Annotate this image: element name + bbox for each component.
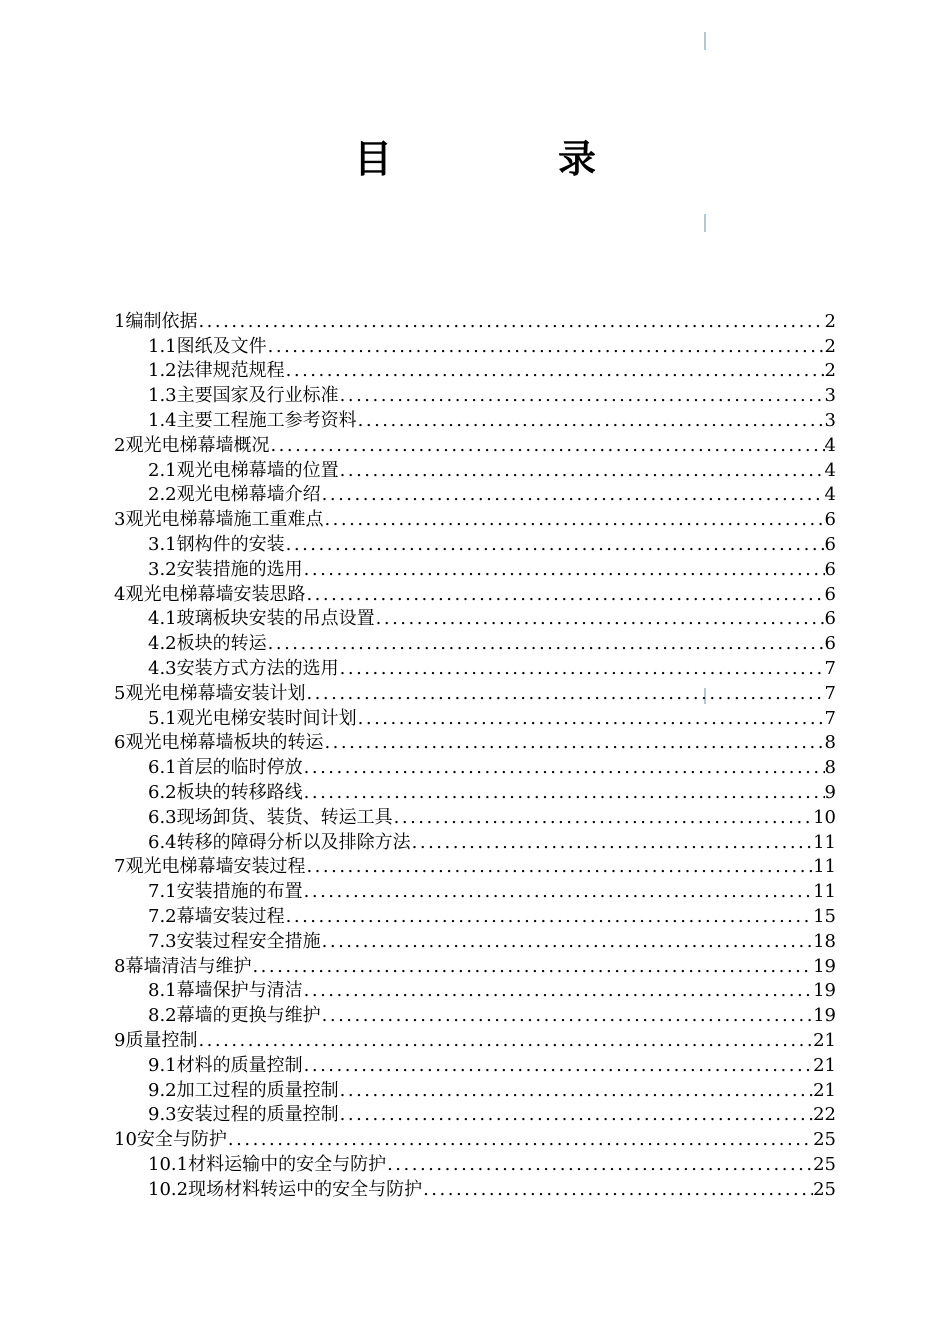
toc-entry[interactable] [114,754,836,779]
toc-entry-label: 1.4主要工程施工参考资料 [148,409,357,431]
toc-dot-leader [305,683,824,705]
toc-entry-page-number: 3 [824,409,836,431]
toc-entry-page-number: 22 [813,1104,836,1126]
toc-entry-page-number: 6 [824,558,836,580]
toc-entry-page-number: 11 [813,881,836,903]
toc-dot-leader [339,460,825,482]
toc-entry[interactable] [114,407,836,432]
toc-entry-page-number: 15 [813,905,836,927]
toc-entry-page-number: 10 [813,806,836,828]
toc-entry-page-number: 11 [813,831,836,853]
toc-entry[interactable] [114,382,836,407]
toc-dot-leader [386,1154,813,1176]
toc-entry-label: 4.1玻璃板块安装的吊点设置 [148,608,375,630]
toc-entry[interactable] [114,358,836,383]
toc-entry[interactable] [114,705,836,730]
toc-entry-label: 6.1首层的临时停放 [148,757,303,779]
toc-entry-label: 10.1材料运输中的安全与防护 [148,1153,387,1175]
toc-entry-label: 6观光电梯幕墙板块的转运 [114,732,324,754]
toc-dot-leader [321,931,813,953]
toc-dot-leader [251,956,813,978]
toc-entry[interactable] [114,953,836,978]
toc-entry[interactable] [114,655,836,680]
toc-entry[interactable] [114,1052,836,1077]
toc-dot-leader [303,980,813,1002]
toc-entry-label: 6.3现场卸货、装货、转运工具 [148,806,393,828]
toc-entry[interactable] [114,482,836,507]
toc-entry-label: 1.1图纸及文件 [148,335,267,357]
toc-entry-label: 7.1安装措施的布置 [148,881,303,903]
table-of-contents [114,308,836,1201]
toc-dot-leader [303,757,825,779]
toc-entry[interactable] [114,556,836,581]
toc-entry[interactable] [114,457,836,482]
toc-dot-leader [303,1055,813,1077]
toc-dot-leader [357,708,825,730]
toc-entry[interactable] [114,1077,836,1102]
toc-entry-label: 3.1钢构件的安装 [148,533,285,555]
toc-entry-label: 6.4转移的障碍分析以及排除方法 [148,831,411,853]
toc-entry-page-number: 18 [813,930,836,952]
toc-dot-leader [422,1179,813,1201]
toc-entry[interactable] [114,928,836,953]
toc-entry[interactable] [114,432,836,457]
toc-dot-leader [321,1005,813,1027]
toc-entry-page-number: 6 [824,633,836,655]
toc-entry-label: 9.1材料的质量控制 [148,1054,303,1076]
toc-dot-leader [321,484,825,506]
toc-entry-page-number: 19 [813,1005,836,1027]
toc-entry[interactable] [114,1027,836,1052]
toc-entry-page-number: 6 [824,509,836,531]
toc-entry-page-number: 6 [824,608,836,630]
toc-entry-label: 9.3安装过程的质量控制 [148,1104,339,1126]
toc-entry[interactable] [114,1151,836,1176]
toc-entry-page-number: 21 [813,1054,836,1076]
toc-entry-label: 9.2加工过程的质量控制 [148,1079,339,1101]
toc-entry-label: 4观光电梯幕墙安装思路 [114,583,306,605]
toc-entry[interactable] [114,606,836,631]
toc-entry-page-number: 7 [824,707,836,729]
toc-entry-page-number: 7 [824,682,836,704]
toc-entry-label: 6.2板块的转移路线 [148,781,303,803]
toc-entry-label: 1.3主要国家及行业标准 [148,385,339,407]
toc-entry-page-number: 8 [824,757,836,779]
toc-entry[interactable] [114,1126,836,1151]
toc-entry-page-number: 9 [824,781,836,803]
toc-dot-leader [323,509,824,531]
toc-entry-page-number: 4 [824,459,836,481]
toc-entry[interactable] [114,333,836,358]
toc-dot-leader [285,906,813,928]
toc-entry[interactable] [114,730,836,755]
toc-dot-leader [357,410,825,432]
toc-entry-label: 9质量控制 [114,1029,198,1051]
toc-entry-label: 8.1幕墙保护与清洁 [148,980,303,1002]
toc-entry-label: 10.2现场材料转运中的安全与防护 [148,1178,423,1200]
toc-entry-label: 2观光电梯幕墙概况 [114,434,270,456]
toc-entry[interactable] [114,829,836,854]
toc-dot-leader [305,584,824,606]
toc-entry[interactable] [114,779,836,804]
toc-entry[interactable] [114,854,836,879]
toc-entry-page-number: 21 [813,1029,836,1051]
toc-entry[interactable] [114,1176,836,1201]
toc-entry[interactable] [114,581,836,606]
toc-entry-page-number: 21 [813,1079,836,1101]
toc-entry-page-number: 19 [813,980,836,1002]
toc-entry[interactable] [114,630,836,655]
toc-entry[interactable] [114,531,836,556]
toc-entry-page-number: 6 [824,583,836,605]
toc-entry-label: 1编制依据 [114,310,198,332]
toc-entry[interactable] [114,903,836,928]
toc-entry-page-number: 25 [813,1129,836,1151]
toc-dot-leader [339,1080,813,1102]
toc-entry-page-number: 11 [813,856,836,878]
toc-dot-leader [285,360,825,382]
toc-dot-leader [267,336,825,358]
toc-dot-leader [267,633,825,655]
toc-entry[interactable] [114,1102,836,1127]
toc-entry-page-number: 2 [824,310,836,332]
toc-dot-leader [393,807,813,829]
toc-entry[interactable] [114,308,836,333]
toc-dot-leader [303,782,825,804]
toc-dot-leader [197,311,824,333]
toc-entry[interactable] [114,1002,836,1027]
page-title: 目 录 [353,136,660,181]
toc-entry[interactable] [114,804,836,829]
toc-dot-leader [285,534,825,556]
toc-dot-leader [227,1129,813,1151]
edit-mark-middle [704,214,706,232]
toc-dot-leader [303,881,813,903]
toc-entry-page-number: 19 [813,955,836,977]
toc-entry-page-number: 8 [824,732,836,754]
toc-entry[interactable] [114,978,836,1003]
toc-dot-leader [269,435,824,457]
toc-entry-label: 5.1观光电梯安装时间计划 [148,707,357,729]
toc-entry[interactable] [114,506,836,531]
toc-dot-leader [323,732,824,754]
toc-dot-leader [375,608,825,630]
toc-dot-leader [411,832,813,854]
toc-entry-label: 7.3安装过程安全措施 [148,930,321,952]
toc-dot-leader [339,658,825,680]
toc-dot-leader [305,856,813,878]
toc-entry-label: 1.2法律规范规程 [148,360,285,382]
toc-entry-page-number: 2 [824,335,836,357]
toc-entry-label: 2.1观光电梯幕墙的位置 [148,459,339,481]
toc-entry-label: 3观光电梯幕墙施工重难点 [114,509,324,531]
toc-entry-label: 3.2安装措施的选用 [148,558,303,580]
toc-dot-leader [339,1104,813,1126]
toc-entry-label: 4.3安装方式方法的选用 [148,657,339,679]
toc-entry-page-number: 4 [824,434,836,456]
toc-entry-label: 8.2幕墙的更换与维护 [148,1005,321,1027]
toc-entry-label: 4.2板块的转运 [148,633,267,655]
toc-entry-page-number: 6 [824,533,836,555]
toc-entry-label: 8幕墙清洁与维护 [114,955,252,977]
toc-dot-leader [197,1030,813,1052]
toc-entry-label: 5观光电梯幕墙安装计划 [114,682,306,704]
toc-entry-label: 2.2观光电梯幕墙介绍 [148,484,321,506]
toc-entry-page-number: 3 [824,385,836,407]
toc-dot-leader [339,385,825,407]
toc-entry[interactable] [114,878,836,903]
toc-dot-leader [303,559,825,581]
toc-entry-page-number: 7 [824,657,836,679]
toc-entry-label: 7.2幕墙安装过程 [148,905,285,927]
toc-entry-label: 10安全与防护 [114,1129,227,1151]
toc-entry-page-number: 25 [813,1153,836,1175]
toc-entry[interactable] [114,680,836,705]
toc-entry-page-number: 25 [813,1178,836,1200]
edit-mark-top [704,32,706,50]
toc-entry-page-number: 4 [824,484,836,506]
toc-entry-page-number: 2 [824,360,836,382]
toc-entry-label: 7观光电梯幕墙安装过程 [114,856,306,878]
